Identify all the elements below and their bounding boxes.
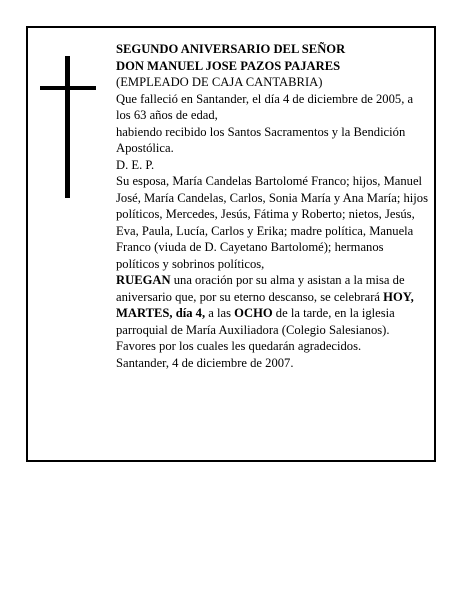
cross-horizontal-bar [40,86,96,90]
request-paragraph [116,272,428,355]
request-text-3: de la tarde, en la iglesia parroquial de María Auxiliadora (Colegio Salesianos). Favores por los cuales les quedarán agradecidos. [116,306,395,353]
place-date: Santander, 4 de diciembre de 2007. [116,355,294,370]
dep-line: D. E. P. [116,157,155,172]
request-bold-hour: OCHO [234,306,273,320]
death-info-2: habiendo recibido los Santos Sacramentos y la Bendición Apostólica. [116,124,406,155]
request-bold-ruegan: RUEGAN [116,273,171,287]
cross-icon [40,56,96,198]
request-text-1: una oración por su alma y asistan a la misa de aniversario que, por su eterno descanso, se celebrará [116,273,405,304]
request-bold-day: HOY, MARTES, día 4, [116,289,414,320]
heading-line-1: SEGUNDO ANIVERSARIO DEL SEÑOR [116,42,346,56]
heading-line-2: DON MANUEL JOSE PAZOS PAJARES [116,58,341,73]
family-paragraph: Su esposa, María Candelas Bartolomé Franco; hijos, Manuel José, María Candelas, Carlos, Sonia María y Ana María; hijos políticos, Mercedes, Jesús, Fátima y Roberto; nietos, Jesús, Eva, Paula, Lucía, Carlos y Erika; madre política, Manuela Franco (viuda de D. Cayetano Bartolomé); hermanos políticos y sobrinos políticos, [116,174,428,271]
death-info-1: Que falleció en Santander, el día 4 de diciembre de 2005, a los 63 años de edad, [116,91,414,122]
cross-vertical-bar [65,56,70,198]
employer-line: (EMPLEADO DE CAJA CANTABRIA) [116,75,323,89]
obituary-notice [26,26,436,462]
notice-text [116,41,428,371]
request-text-2: a las [205,306,235,320]
